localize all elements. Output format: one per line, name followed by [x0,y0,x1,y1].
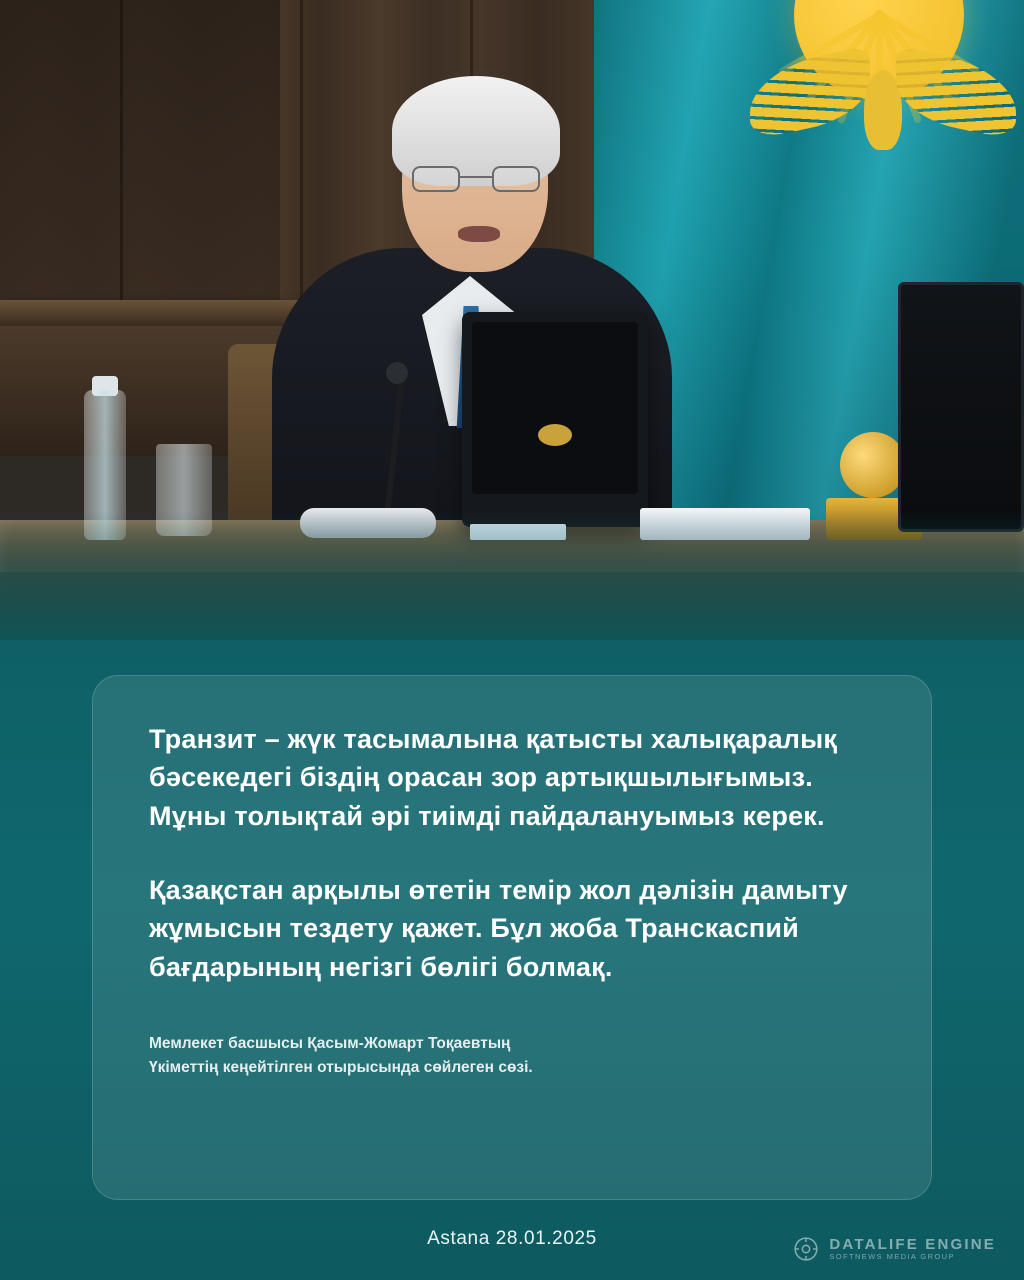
glasses-bridge [460,176,492,178]
lens-right [492,166,540,192]
quote-section [0,640,1024,1280]
quote-paragraph-2: Қазақстан арқылы өтетін темір жол дәлізін дамыту жұмысын тездету қажет. Бұл жоба Транскаспий бағдарының негізгі бөлігі болмақ. [149,874,848,982]
eagle-wing-right [896,45,1016,141]
flag-eagle [754,30,1014,180]
quote-card [92,675,932,1200]
watermark-title: DATALIFE ENGINE [829,1235,996,1253]
watermark-subtitle: SOFTNEWS MEDIA GROUP [829,1252,955,1262]
gear-icon [793,1236,819,1262]
tablet-device [462,312,648,527]
watermark-text [829,1237,996,1262]
tablet-screen [472,322,638,494]
quote-paragraph-1: Транзит – жүк тасымалына қатысты халықаралық бәсекедегі біздің орасан зор артықшылығымыз. Мұны толықтай әрі тиімді пайдалануымыз керек. [149,724,838,831]
watermark [793,1236,996,1262]
place-date-caption: Astana 28.01.2025 [427,1228,597,1249]
desk-monitor [898,282,1024,532]
mouth [458,226,500,242]
attribution-line-1: Мемлекет басшысы Қасым-Жомарт Тоқаевтың [149,1034,511,1052]
tablet-stand-emblem [538,424,572,446]
ornament-ring [840,432,906,498]
eagle-wing-left [750,45,870,141]
attribution-line-2: Үкіметтің кеңейтілген отырысында сөйлеген сөзі. [149,1058,533,1076]
lens-left [412,166,460,192]
photo-bottom-fade [0,510,1024,660]
eyeglasses [412,166,540,192]
microphone-head [386,362,408,384]
quote-attribution [149,1032,875,1080]
